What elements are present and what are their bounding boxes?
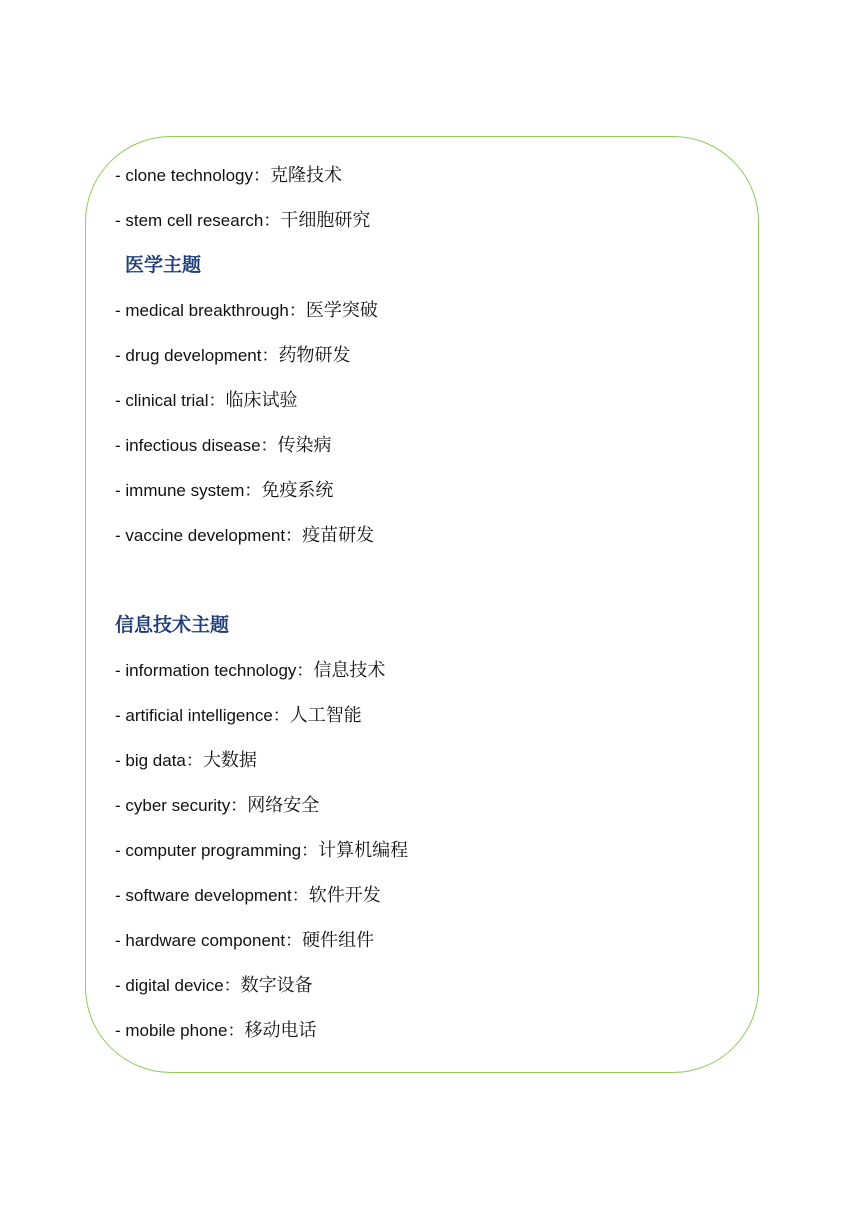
vocab-term-en: - hardware component： [115,931,303,950]
vocab-item [115,927,374,953]
vocab-item [115,522,374,548]
vocab-term-en: - clinical trial： [115,391,226,410]
vocab-term-en: - big data： [115,751,203,770]
vocab-item [115,432,332,458]
vocab-item [115,342,350,368]
vocab-item [115,747,257,773]
vocab-term-zh: 人工智能 [289,705,362,726]
vocab-term-zh: 移动电话 [244,1020,317,1041]
vocab-term-zh: 计算机编程 [318,840,409,861]
vocab-term-zh: 医学突破 [305,300,378,321]
section-heading-medical: 医学主题 [125,254,202,276]
vocab-item [115,837,408,863]
vocab-item [115,387,298,413]
vocab-term-zh: 网络安全 [247,795,320,816]
vocab-term-zh: 软件开发 [308,885,381,906]
vocab-item [115,702,362,728]
vocab-term-en: - computer programming： [115,841,319,860]
vocab-term-zh: 数字设备 [240,975,313,996]
vocab-term-zh: 大数据 [202,750,257,771]
vocab-term-zh: 克隆技术 [269,165,342,186]
vocab-item [115,657,385,683]
vocab-item [115,972,313,998]
vocab-term-en: - digital device： [115,976,241,995]
vocab-term-zh: 临床试验 [225,390,298,411]
vocab-item [115,477,333,503]
vocab-item [115,1017,316,1043]
vocab-term-en: - stem cell research： [115,211,281,230]
vocab-term-zh: 硬件组件 [302,930,375,951]
vocab-term-en: - drug development： [115,346,279,365]
vocab-term-zh: 信息技术 [313,660,386,681]
vocab-term-en: - software development： [115,886,309,905]
vocab-term-en: - vaccine development： [115,526,303,545]
vocab-term-en: - infectious disease： [115,436,278,455]
vocab-term-en: - mobile phone： [115,1021,245,1040]
vocab-term-zh: 干细胞研究 [280,210,371,231]
vocab-item [115,882,381,908]
section-heading-it: 信息技术主题 [115,614,230,636]
vocab-term-zh: 药物研发 [278,345,351,366]
vocab-term-en: - artificial intelligence： [115,706,290,725]
vocab-term-zh: 疫苗研发 [302,525,375,546]
vocab-term-zh: 免疫系统 [261,480,334,501]
vocab-term-zh: 传染病 [277,435,332,456]
vocab-item [115,297,378,323]
vocab-item [115,792,319,818]
vocab-term-en: - cyber security： [115,796,248,815]
vocab-term-en: - immune system： [115,481,262,500]
vocab-term-en: - medical breakthrough： [115,301,306,320]
vocab-item [115,162,342,188]
vocab-term-en: - information technology： [115,661,314,680]
vocab-item [115,207,370,233]
vocab-term-en: - clone technology： [115,166,270,185]
